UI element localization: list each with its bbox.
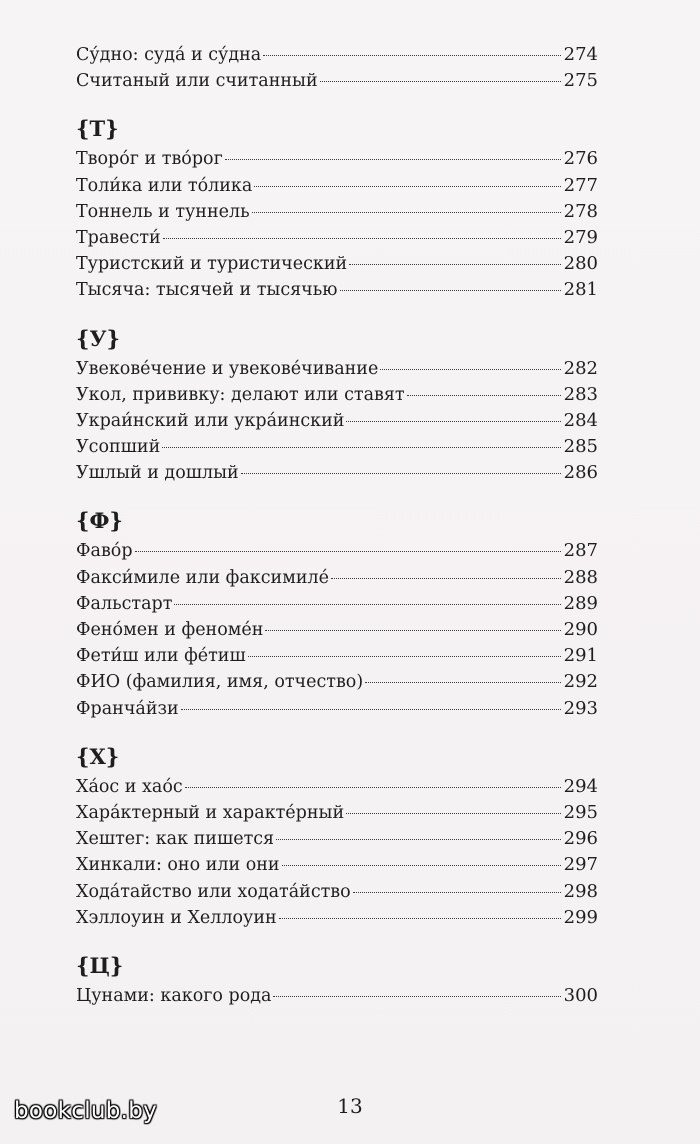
- dot-leader: [263, 55, 560, 56]
- dot-leader: [346, 813, 561, 814]
- toc-entry-title: Хештег: как пишется: [76, 829, 275, 850]
- dot-leader: [331, 578, 561, 579]
- toc-entry: [76, 356, 598, 382]
- toc-entry-page: 275: [563, 70, 598, 92]
- dot-leader: [346, 421, 560, 422]
- toc-entry-page: 296: [563, 828, 598, 850]
- toc-entry: [76, 669, 598, 695]
- toc-entry-page: 279: [563, 226, 598, 248]
- toc-section: [76, 951, 598, 1009]
- dot-leader: [185, 787, 561, 788]
- dot-leader: [349, 264, 560, 265]
- toc-entry: [76, 173, 598, 199]
- toc-entry: [76, 983, 598, 1009]
- watermark: bookclub.by: [14, 1098, 158, 1124]
- toc-entry-page: 276: [563, 148, 598, 170]
- toc-entry: [76, 382, 598, 408]
- toc-entry-title: Хода́тайство или ходата́йство: [76, 881, 351, 902]
- page-number: 13: [337, 1094, 363, 1118]
- toc-entry-page: 284: [563, 409, 598, 431]
- dot-leader: [248, 656, 561, 657]
- toc-entry-title: ФИО (фамилия, имя, отчество): [76, 672, 364, 693]
- toc-entry: [76, 774, 598, 800]
- dot-leader: [225, 159, 561, 160]
- toc-entry: [76, 617, 598, 643]
- toc-section: [76, 506, 598, 721]
- toc-entry-page: 293: [563, 697, 598, 719]
- toc-entry: [76, 199, 598, 225]
- toc-entry: [76, 42, 598, 68]
- toc-entry: [76, 251, 598, 277]
- toc-entry: [76, 434, 598, 460]
- dot-leader: [162, 447, 560, 448]
- dot-leader: [135, 551, 561, 552]
- toc-entry-page: 294: [563, 775, 598, 797]
- toc-entry-page: 286: [563, 462, 598, 484]
- dot-leader: [340, 290, 561, 291]
- toc-entry-title: Факси́миле или факсимиле́: [76, 567, 329, 588]
- toc-entry-title: Ха́ос и хао́с: [76, 776, 183, 797]
- toc-entry: [76, 146, 598, 172]
- toc-section: [76, 324, 598, 487]
- toc-entry-title: Тоннель и туннель: [76, 201, 250, 222]
- toc-entry-title: Цунами: какого рода: [76, 985, 272, 1006]
- toc-entry-title: Украи́нский или укра́инский: [76, 410, 345, 431]
- toc-entry: [76, 800, 598, 826]
- dot-leader: [265, 630, 560, 631]
- section-letter-heading: {Х}: [76, 743, 120, 769]
- dot-leader: [252, 212, 561, 213]
- toc-entry-title: Тысяча: тысячей и тысячью: [76, 280, 338, 301]
- dot-leader: [174, 604, 560, 605]
- section-letter-heading: {Т}: [76, 116, 119, 142]
- toc-entry-page: 297: [563, 854, 598, 876]
- toc-entry: [76, 643, 598, 669]
- toc-entry-title: Хинкали: оно или они: [76, 855, 280, 876]
- toc-entry-title: Хара́ктерный и характе́рный: [76, 802, 345, 823]
- toc-entry: [76, 852, 598, 878]
- toc-entry-page: 290: [563, 619, 598, 640]
- dot-leader: [407, 395, 561, 396]
- toc-entry-title: Ушлый и дошлый: [76, 463, 239, 484]
- toc-entry-title: Считаный или считанный: [76, 71, 318, 92]
- toc-entry: [76, 225, 598, 251]
- toc-entry: [76, 565, 598, 591]
- toc-entry: [76, 538, 598, 564]
- toc-entry-title: Хэллоуин и Хеллоуин: [76, 907, 277, 928]
- toc-entry-page: 274: [563, 44, 598, 65]
- toc-entry-title: Фаво́р: [76, 541, 133, 562]
- toc-section: [76, 42, 598, 94]
- toc-entry: [76, 277, 598, 303]
- dot-leader: [181, 709, 561, 710]
- toc-entry-page: 283: [563, 383, 598, 405]
- section-letter-heading: {У}: [76, 325, 121, 351]
- section-letter-heading: {Ф}: [76, 508, 123, 534]
- toc-entry-title: Франча́йзи: [76, 698, 179, 719]
- toc-entry-page: 291: [563, 645, 598, 667]
- toc-entry-page: 298: [563, 880, 598, 902]
- toc-entry-page: 278: [563, 200, 598, 222]
- toc-entry: [76, 826, 598, 852]
- dot-leader: [282, 865, 561, 866]
- toc-entry: [76, 879, 598, 905]
- toc-entry-title: Фети́ш или фе́тиш: [76, 646, 246, 667]
- toc-entry: [76, 408, 598, 434]
- toc-entry: [76, 68, 598, 94]
- toc-entry-title: Фальстарт: [76, 593, 173, 614]
- toc-entry-title: Укол, прививку: делают или ставят: [76, 384, 405, 405]
- toc-entry-title: Толи́ка или то́лика: [76, 175, 253, 196]
- dot-leader: [163, 238, 561, 239]
- toc-entry-title: Травести́: [76, 227, 161, 248]
- toc-entry-title: Туристский и туристический: [76, 254, 348, 275]
- toc-entry: [76, 460, 598, 486]
- dot-leader: [273, 996, 560, 997]
- table-of-contents: [76, 42, 598, 1029]
- toc-entry-page: 287: [563, 540, 598, 562]
- toc-entry-page: 281: [563, 279, 598, 301]
- dot-leader: [380, 369, 560, 370]
- toc-section: [76, 114, 598, 303]
- toc-entry-page: 277: [563, 174, 598, 196]
- toc-entry-title: Творо́г и тво́рог: [76, 149, 223, 170]
- dot-leader: [276, 839, 561, 840]
- toc-entry-page: 285: [563, 436, 598, 458]
- toc-entry: [76, 905, 598, 931]
- toc-entry-page: 289: [563, 592, 598, 614]
- toc-entry-title: Усопший: [76, 437, 161, 458]
- toc-entry-page: 295: [563, 801, 598, 823]
- toc-entry-page: 300: [563, 984, 598, 1006]
- dot-leader: [320, 81, 561, 82]
- toc-entry-page: 292: [563, 671, 598, 693]
- toc-entry-title: Су́дно: суда́ и су́дна: [76, 45, 262, 65]
- toc-entry-page: 280: [563, 253, 598, 275]
- toc-entry: [76, 696, 598, 722]
- toc-entry-page: 282: [563, 357, 598, 379]
- toc-entry-title: Увекове́чение и увекове́чивание: [76, 358, 379, 379]
- dot-leader: [254, 186, 560, 187]
- toc-entry-page: 288: [563, 566, 598, 588]
- toc-section: [76, 742, 598, 931]
- toc-entry-page: 299: [563, 906, 598, 928]
- dot-leader: [279, 918, 561, 919]
- dot-leader: [365, 682, 560, 683]
- section-letter-heading: {Ц}: [76, 952, 124, 978]
- toc-entry: [76, 591, 598, 617]
- dot-leader: [241, 473, 561, 474]
- dot-leader: [353, 892, 561, 893]
- toc-entry-title: Фено́мен и феноме́н: [76, 620, 264, 640]
